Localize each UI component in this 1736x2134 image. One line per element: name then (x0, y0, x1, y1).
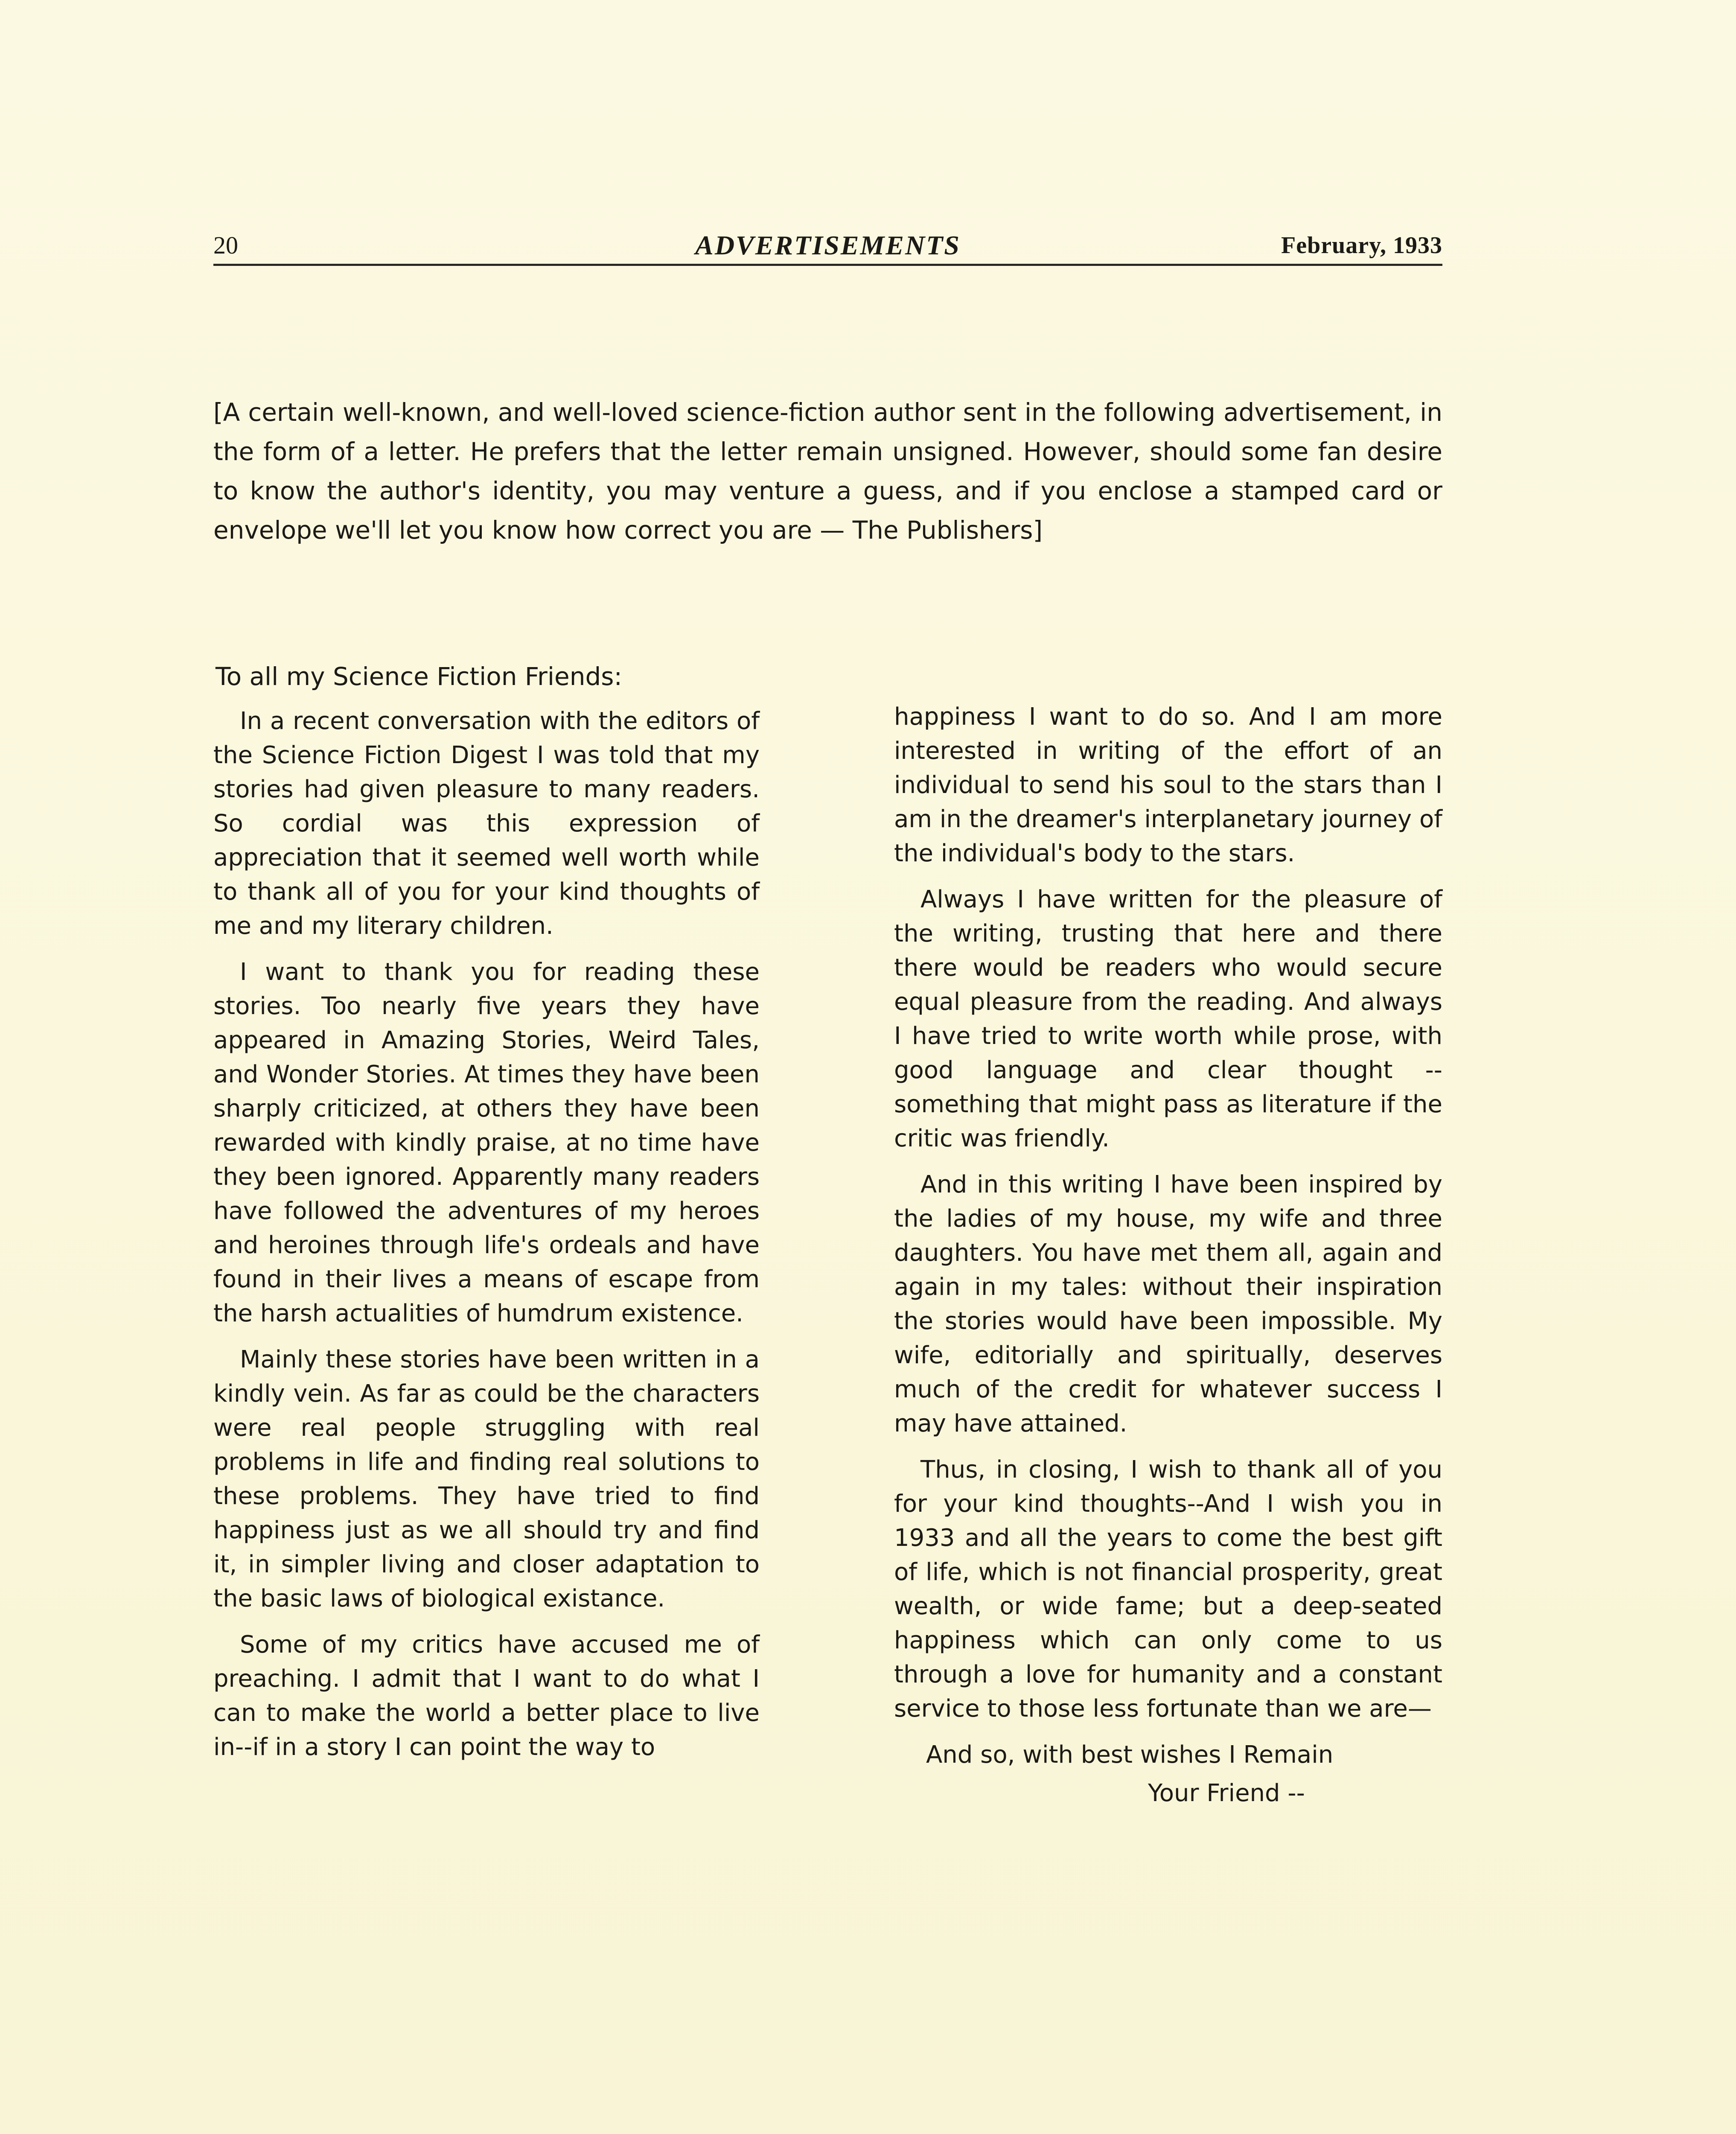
letter-right-column (894, 700, 1442, 1810)
letter-paragraph: Always I have written for the pleasure of the writing, trusting that here and there there would be readers who would secure equal pleasure from the reading. And always I have tried to write worth while prose, with good language and clear thought --something that might pass as literature if the critic was friendly. (894, 886, 1442, 1152)
page-number: 20 (213, 231, 238, 259)
letter-left-column (213, 704, 760, 1776)
section-title: ADVERTISEMENTS (695, 230, 961, 260)
header-rule (213, 264, 1442, 266)
letter-paragraph: And in this writing I have been inspired by the ladies of my house, my wife and three daughters. You have met them all, again and again in my tales: without their inspiration the stories would have been impossible. My wife, editorially and spiritually, deserves much of the credit for whatever success I may have attained. (894, 1171, 1442, 1437)
publisher-note: [A certain well-known, and well-loved science-fiction author sent in the following advertisement, in the form of a letter. He prefers that the letter remain unsigned. However, should some fan desire to know the author's identity, you may venture a guess, and if you enclose a stamped card or envelope we'll let you know how correct you are — The Publishers] (213, 398, 1442, 545)
letter-paragraph: I want to thank you for reading these stories. Too nearly five years they have appeared in Amazing Stories, Weird Tales, and Wonder Stories. At times they have been sharply criticized, at others they have been rewarded with kindly praise, at no time have they been ignored. Apparently many readers have followed the adventures of my heroes and heroines through life's ordeals and have found in their lives a means of escape from the harsh actualities of humdrum existence. (213, 958, 760, 1327)
letter-paragraph: In a recent conversation with the editors of the Science Fiction Digest I was told that my stories had given pleasure to many readers. So cordial was this expression of appreciation that it seemed well worth while to thank all of you for your kind thoughts of me and my literary children. (213, 707, 760, 940)
letter-paragraph: happiness I want to do so. And I am more interested in writing of the effort of an individual to send his soul to the stars than I am in the dreamer's interplanetary journey of the individual's body to the stars. (894, 703, 1442, 867)
letter-closing: And so, with best wishes I Remain (926, 1741, 1334, 1769)
letter-paragraph: Thus, in closing, I wish to thank all of you for your kind thoughts--And I wish you in 1933 and all the years to come the best gift of life, which is not financial prosperity, great wealth, or wide fame; but a deep-seated happiness which can only come to us through a love for humanity and a constant service to those less fortunate than we are— (894, 1456, 1442, 1723)
letter-paragraph: Mainly these stories have been written in a kindly vein. As far as could be the characters were real people struggling with real problems in life and finding real solutions to these problems. They have tried to find happiness just as we all should try and find it, in simpler living and closer adaptation to the basic laws of biological existance. (213, 1346, 760, 1612)
letter-salutation: To all my Science Fiction Friends: (216, 662, 623, 691)
issue-date: February, 1933 (1281, 232, 1442, 259)
letter-paragraph: Some of my critics have accused me of preaching. I admit that I want to do what I can to make the world a better place to live in--if in a story I can point the way to (213, 1631, 760, 1761)
letter-signature: Your Friend -- (1148, 1779, 1305, 1807)
page-header (213, 226, 1442, 265)
